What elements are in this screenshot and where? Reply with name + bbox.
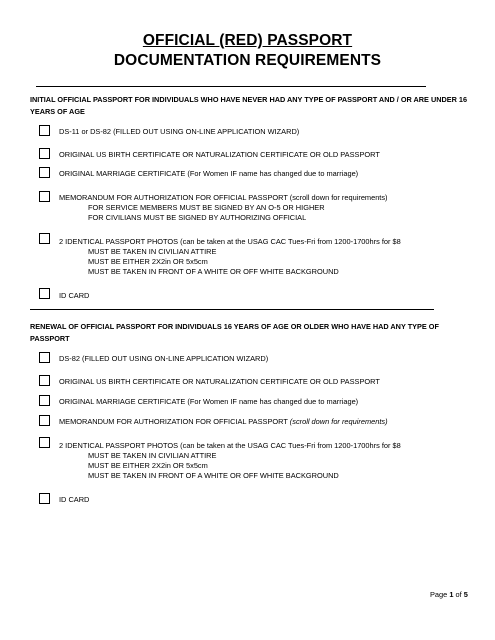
- item-photos-sub: MUST BE TAKEN IN FRONT OF A WHITE OR OFF WHITE BACKGROUND: [88, 471, 339, 480]
- item-passport-photos: 2 IDENTICAL PASSPORT PHOTOS (can be taken at the USAG CAC Tues-Fri from 1200-1700hrs for $8: [59, 237, 401, 246]
- section-initial-heading: INITIAL OFFICIAL PASSPORT FOR INDIVIDUALS WHO HAVE NEVER HAD ANY TYPE OF PASSPORT AND / OR ARE UNDER 16 YEARS OF AGE: [30, 95, 468, 116]
- item-birth-certificate: ORIGINAL US BIRTH CERTIFICATE OR NATURALIZATION CERTIFICATE OR OLD PASSPORT: [59, 377, 380, 386]
- item-photos-sub: MUST BE TAKEN IN CIVILIAN ATTIRE: [88, 247, 217, 256]
- checkbox-id-card[interactable]: [39, 493, 50, 504]
- item-memorandum-sub: FOR CIVILIANS MUST BE SIGNED BY AUTHORIZING OFFICIAL: [88, 213, 307, 222]
- checkbox-memorandum[interactable]: [39, 415, 50, 426]
- item-photos-sub: MUST BE TAKEN IN CIVILIAN ATTIRE: [88, 451, 217, 460]
- section-divider: [30, 309, 434, 310]
- title-divider: [36, 86, 426, 87]
- checkbox-ds82[interactable]: [39, 352, 50, 363]
- item-ds11: DS-11 or DS-82 (FILLED OUT USING ON-LINE APPLICATION WIZARD): [59, 127, 300, 136]
- item-marriage-certificate: ORIGINAL MARRIAGE CERTIFICATE (For Women IF name has changed due to marriage): [59, 169, 359, 178]
- page-number: Page 1 of 5: [430, 590, 468, 599]
- item-marriage-certificate: ORIGINAL MARRIAGE CERTIFICATE (For Women IF name has changed due to marriage): [59, 397, 359, 406]
- item-passport-photos: 2 IDENTICAL PASSPORT PHOTOS (can be taken at the USAG CAC Tues-Fri from 1200-1700hrs for $8: [59, 441, 401, 450]
- item-memorandum: MEMORANDUM FOR AUTHORIZATION FOR OFFICIAL PASSPORT (scroll down for requirements): [59, 193, 388, 202]
- item-birth-certificate: ORIGINAL US BIRTH CERTIFICATE OR NATURALIZATION CERTIFICATE OR OLD PASSPORT: [59, 150, 380, 159]
- checkbox-marriage-certificate[interactable]: [39, 395, 50, 406]
- checkbox-id-card[interactable]: [39, 288, 50, 299]
- document-title-line2: DOCUMENTATION REQUIREMENTS: [113, 52, 382, 69]
- item-id-card: ID CARD: [59, 495, 90, 504]
- checkbox-marriage-certificate[interactable]: [39, 167, 50, 178]
- checkbox-memorandum[interactable]: [39, 191, 50, 202]
- scroll-down-note: (scroll down for requirements): [289, 417, 388, 426]
- item-ds82: DS-82 (FILLED OUT USING ON-LINE APPLICATION WIZARD): [59, 354, 269, 363]
- checkbox-birth-certificate[interactable]: [39, 375, 50, 386]
- item-memorandum-sub: FOR SERVICE MEMBERS MUST BE SIGNED BY AN O-5 OR HIGHER: [88, 203, 325, 212]
- checkbox-passport-photos[interactable]: [39, 437, 50, 448]
- checkbox-passport-photos[interactable]: [39, 233, 50, 244]
- item-photos-sub: MUST BE EITHER 2X2in OR 5x5cm: [88, 461, 208, 470]
- section-renewal-heading: RENEWAL OF OFFICIAL PASSPORT FOR INDIVIDUALS 16 YEARS OF AGE OR OLDER WHO HAVE HAD ANY TYPE OF PASSPORT: [30, 322, 439, 343]
- item-memorandum: MEMORANDUM FOR AUTHORIZATION FOR OFFICIAL PASSPORT (scroll down for requirements): [59, 417, 388, 426]
- checkbox-birth-certificate[interactable]: [39, 148, 50, 159]
- checkbox-ds11[interactable]: [39, 125, 50, 136]
- document-title-line1: OFFICIAL (RED) PASSPORT: [142, 32, 353, 49]
- item-photos-sub: MUST BE TAKEN IN FRONT OF A WHITE OR OFF WHITE BACKGROUND: [88, 267, 339, 276]
- item-photos-sub: MUST BE EITHER 2X2in OR 5x5cm: [88, 257, 208, 266]
- item-id-card: ID CARD: [59, 291, 90, 300]
